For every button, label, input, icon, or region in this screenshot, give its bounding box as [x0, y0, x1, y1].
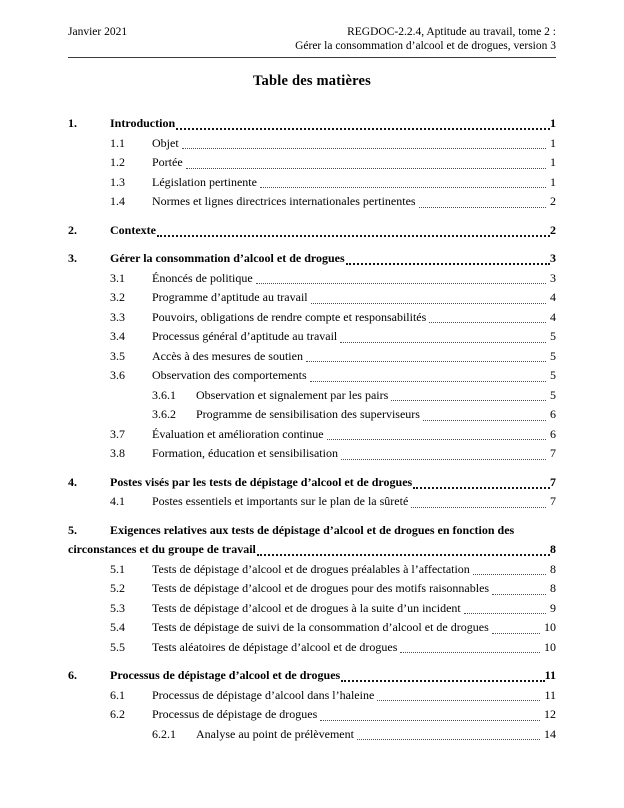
dotted-leader — [340, 666, 544, 686]
toc-entry-4[interactable] — [68, 473, 556, 493]
toc-entry-page-number: 11 — [544, 668, 556, 682]
toc-entry-page-number: 4 — [550, 290, 556, 304]
toc-entry-line — [68, 173, 556, 193]
toc-entry-3-6[interactable] — [68, 366, 556, 386]
toc-entry-line — [68, 221, 556, 241]
toc-entry-title: Tests de dépistage d’alcool et de drogues pour des motifs raisonnables — [152, 581, 490, 595]
toc-entry-number: 3.7 — [110, 426, 125, 441]
page-title: Table des matières — [253, 73, 371, 89]
toc-entry-page-number: 3 — [550, 270, 556, 285]
toc-entry-6-2-1[interactable] — [68, 725, 556, 745]
toc-entry-line — [68, 366, 556, 386]
toc-entry-page-number: 7 — [550, 474, 556, 489]
toc-entry-page-number: 6 — [550, 407, 556, 421]
toc-entry-page-number: 14 — [544, 726, 556, 741]
dotted-leader — [317, 705, 544, 725]
toc-entry-page-number: 7 — [550, 446, 556, 460]
toc-entry-number: 5.4 — [110, 620, 125, 634]
toc-entry-line — [68, 192, 556, 212]
toc-entry-number: 1.3 — [110, 174, 125, 189]
toc-entry-page-number: 5 — [550, 329, 556, 343]
dotted-leader — [307, 366, 550, 386]
toc-entry-1[interactable] — [68, 114, 556, 134]
toc-entry-3-3[interactable] — [68, 308, 556, 328]
toc-entry-4-1[interactable] — [68, 492, 556, 512]
toc-entry-title: Objet — [152, 135, 179, 150]
toc-entry-5-4[interactable] — [68, 618, 556, 638]
dotted-leader — [420, 405, 550, 425]
toc-entry-page-number: 3 — [550, 251, 556, 265]
toc-entry-page-number: 1 — [550, 116, 556, 130]
toc-entry-line — [68, 444, 556, 464]
toc-entry-number: 6.2 — [110, 707, 125, 721]
dotted-leader — [470, 560, 550, 580]
toc-entry-number: 6.2.1 — [152, 726, 176, 741]
toc-entry-1-3[interactable] — [68, 173, 556, 193]
toc-entry-title: Évaluation et amélioration continue — [152, 426, 324, 441]
toc-entry-title-continued: circonstances et du groupe de travail — [68, 542, 256, 556]
toc-entry-3-7[interactable] — [68, 425, 556, 445]
toc-entry-page-number: 2 — [550, 194, 556, 208]
toc-entry-page-number: 1 — [550, 135, 556, 150]
toc-entry-page-number: 1 — [550, 174, 556, 189]
toc-entry-6-1[interactable] — [68, 686, 556, 706]
page-header — [68, 26, 556, 58]
toc-entry-title: Postes visés par les tests de dépistage d’alcool et de drogues — [110, 474, 413, 489]
toc-entry-number: 5. — [68, 522, 77, 537]
toc-entry-line — [68, 114, 556, 134]
toc-entry-line — [68, 560, 556, 580]
toc-entry-title: Tests de dépistage de suivi de la consommation d’alcool et de drogues — [152, 620, 489, 634]
toc-entry-5-3[interactable] — [68, 599, 556, 619]
toc-entry-page-number: 5 — [550, 368, 556, 382]
toc-entry-5[interactable] — [68, 521, 556, 560]
toc-entry-page-number: 2 — [550, 222, 556, 237]
toc-entry-line — [68, 153, 556, 173]
header-doc-ref-line: REGDOC-2.2.4, Aptitude au travail, tome 2 : — [347, 26, 556, 38]
toc-entry-page-number: 1 — [550, 155, 556, 169]
toc-entry-line — [68, 521, 556, 541]
toc-entry-3-5[interactable] — [68, 347, 556, 367]
toc-entry-page-number: 5 — [550, 387, 556, 402]
toc-entry-line — [68, 725, 556, 745]
toc-entry-title: Législation pertinente — [152, 174, 257, 189]
toc-entry-line — [68, 269, 556, 289]
dotted-leader — [156, 221, 550, 241]
toc-entry-number: 4.1 — [110, 494, 125, 508]
toc-entry-title: Programme de sensibilisation des superviseurs — [196, 407, 420, 421]
toc-entry-number: 5.2 — [110, 581, 125, 595]
header-date: Janvier 2021 — [68, 26, 128, 38]
toc-entry-1-2[interactable] — [68, 153, 556, 173]
toc-entry-number: 3.4 — [110, 329, 125, 343]
toc-entry-page-number: 8 — [550, 542, 556, 556]
dotted-leader — [489, 618, 544, 638]
toc-entry-title: Postes essentiels et importants sur le plan de la sûreté — [152, 494, 409, 508]
toc-entry-line-continued — [68, 540, 556, 560]
toc-entry-page-number: 12 — [544, 707, 556, 721]
toc-entry-page-number: 8 — [550, 561, 556, 576]
toc-entry-line — [68, 288, 556, 308]
dotted-leader — [426, 308, 550, 328]
toc-entry-number: 3.6 — [110, 368, 125, 382]
dotted-leader — [408, 492, 550, 512]
dotted-leader — [388, 386, 550, 406]
toc-entry-number: 3.6.2 — [152, 407, 176, 421]
toc-entry-title: Programme d’aptitude au travail — [152, 290, 308, 304]
toc-entry-number: 4. — [68, 474, 77, 489]
dotted-leader — [175, 114, 550, 134]
toc-entry-6[interactable] — [68, 666, 556, 686]
toc-entry-line — [68, 134, 556, 154]
toc-entry-3-6-1[interactable] — [68, 386, 556, 406]
toc-entry-page-number: 4 — [550, 309, 556, 324]
toc-entry-title: Portée — [152, 155, 183, 169]
toc-entry-number: 1.4 — [110, 194, 125, 208]
header-document-reference — [295, 26, 556, 53]
toc-entry-number: 3.5 — [110, 348, 125, 363]
dotted-leader — [345, 249, 550, 269]
toc-entry-number: 3.8 — [110, 446, 125, 460]
toc-entry-line — [68, 473, 556, 493]
toc-entry-title: Énoncés de politique — [152, 270, 253, 285]
dotted-leader — [489, 579, 550, 599]
dotted-leader — [308, 288, 550, 308]
toc-entry-line — [68, 249, 556, 269]
toc-entry-line — [68, 705, 556, 725]
toc-entry-line — [68, 579, 556, 599]
toc-entry-number: 1. — [68, 116, 77, 130]
toc-entry-page-number: 11 — [544, 687, 556, 702]
toc-entry-number: 5.1 — [110, 561, 125, 576]
toc-entry-page-number: 10 — [544, 620, 556, 634]
toc-entry-line — [68, 638, 556, 658]
toc-entry-number: 2. — [68, 222, 77, 237]
dotted-leader — [256, 540, 550, 560]
toc-entry-line — [68, 492, 556, 512]
toc-entry-line — [68, 347, 556, 367]
toc-entry-page-number: 8 — [550, 581, 556, 595]
toc-entry-title: Exigences relatives aux tests de dépistage d’alcool et de drogues en fonction des — [110, 522, 515, 537]
toc-entry-number: 3.2 — [110, 290, 125, 304]
toc-entry-page-number: 6 — [550, 426, 556, 441]
toc-entry-number: 5.5 — [110, 639, 125, 654]
toc-entry-line — [68, 666, 556, 686]
toc-entry-3-6-2[interactable] — [68, 405, 556, 425]
toc-entry-number: 6. — [68, 668, 77, 682]
toc-entry-page-number: 7 — [550, 494, 556, 508]
toc-entry-3[interactable] — [68, 249, 556, 269]
toc-entry-line — [68, 425, 556, 445]
toc-entry-line — [68, 686, 556, 706]
dotted-leader — [253, 269, 550, 289]
toc-entry-line — [68, 618, 556, 638]
toc-entry-title: Introduction — [110, 116, 176, 130]
toc-entry-title: Observation des comportements — [152, 368, 307, 382]
toc-entry-2[interactable] — [68, 221, 556, 241]
dotted-leader — [179, 134, 550, 154]
toc-entry-title: Normes et lignes directrices internationales pertinentes — [152, 194, 416, 208]
dotted-leader — [461, 599, 550, 619]
toc-entry-title: Formation, éducation et sensibilisation — [152, 446, 338, 460]
toc-entry-5-5[interactable] — [68, 638, 556, 658]
dotted-leader — [338, 444, 550, 464]
toc-entry-number: 1.1 — [110, 135, 125, 150]
dotted-leader — [354, 725, 544, 745]
toc-entry-title: Processus de dépistage de drogues — [152, 707, 318, 721]
toc-entry-title: Contexte — [110, 222, 156, 237]
toc-entry-line — [68, 327, 556, 347]
toc-entry-title: Analyse au point de prélèvement — [196, 726, 354, 741]
toc-entry-number: 3. — [68, 251, 77, 265]
toc-entry-3-4[interactable] — [68, 327, 556, 347]
toc-entry-number: 3.1 — [110, 270, 125, 285]
toc-entry-number: 1.2 — [110, 155, 125, 169]
toc-entry-title: Processus général d’aptitude au travail — [152, 329, 338, 343]
toc-entry-page-number: 10 — [544, 639, 556, 654]
dotted-leader — [303, 347, 550, 367]
toc-entry-title: Observation et signalement par les pairs — [196, 387, 389, 402]
toc-entry-number: 3.3 — [110, 309, 125, 324]
dotted-leader — [183, 153, 550, 173]
toc-entry-1-1[interactable] — [68, 134, 556, 154]
dotted-leader — [412, 473, 550, 493]
dotted-leader — [337, 327, 550, 347]
toc-entry-title: Pouvoirs, obligations de rendre compte et responsabilités — [152, 309, 427, 324]
dotted-leader — [374, 686, 544, 706]
toc-entry-1-4[interactable] — [68, 192, 556, 212]
toc-entry-title: Gérer la consommation d’alcool et de drogues — [110, 251, 345, 265]
toc-entry-3-8[interactable] — [68, 444, 556, 464]
toc-entry-page-number: 9 — [550, 600, 556, 615]
toc-entry-number: 5.3 — [110, 600, 125, 615]
toc-entry-title: Accès à des mesures de soutien — [152, 348, 303, 363]
toc-entry-title: Tests de dépistage d’alcool et de drogues préalables à l’affectation — [152, 561, 470, 576]
toc-entry-title: Processus de dépistage d’alcool et de drogues — [110, 668, 341, 682]
toc-entry-number: 6.1 — [110, 687, 125, 702]
dotted-leader — [324, 425, 550, 445]
toc-entry-3-1[interactable] — [68, 269, 556, 289]
toc-entry-line — [68, 405, 556, 425]
table-of-contents — [68, 114, 556, 744]
toc-entry-line — [68, 386, 556, 406]
toc-entry-6-2[interactable] — [68, 705, 556, 725]
toc-entry-number: 3.6.1 — [152, 387, 176, 402]
toc-entry-title: Tests de dépistage d’alcool et de drogues à la suite d’un incident — [152, 600, 461, 615]
toc-entry-line — [68, 599, 556, 619]
toc-entry-5-2[interactable] — [68, 579, 556, 599]
toc-entry-title: Processus de dépistage d’alcool dans l’haleine — [152, 687, 375, 702]
dotted-leader — [416, 192, 550, 212]
toc-entry-title: Tests aléatoires de dépistage d’alcool et de drogues — [152, 639, 398, 654]
toc-entry-5-1[interactable] — [68, 560, 556, 580]
toc-entry-page-number: 5 — [550, 348, 556, 363]
header-doc-subtitle-line: Gérer la consommation d’alcool et de drogues, version 3 — [295, 39, 556, 52]
toc-entry-line — [68, 308, 556, 328]
dotted-leader — [397, 638, 544, 658]
toc-entry-3-2[interactable] — [68, 288, 556, 308]
dotted-leader — [257, 173, 550, 193]
